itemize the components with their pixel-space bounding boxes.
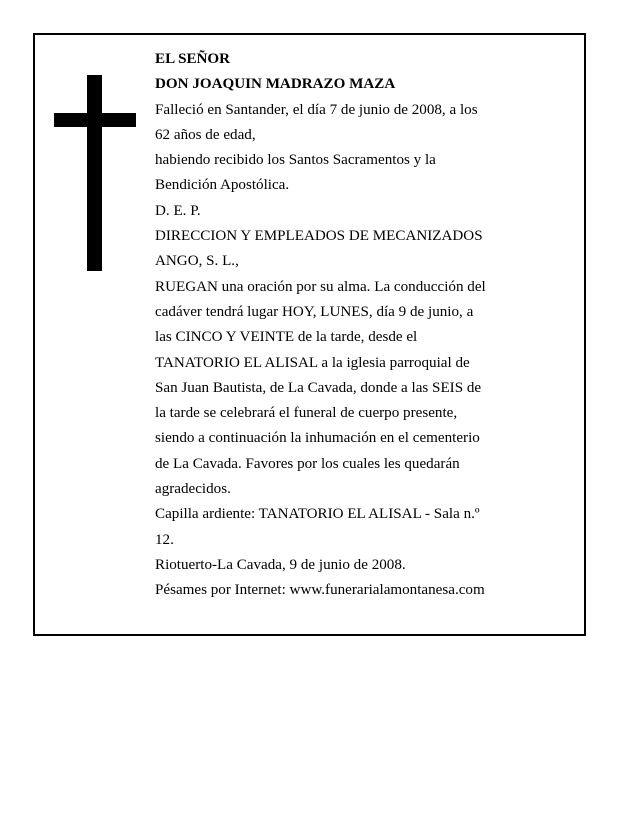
obituary-line: 62 años de edad, [155,126,256,143]
obituary-text-block [155,47,579,604]
obituary-line: Falleció en Santander, el día 7 de junio de 2008, a los [155,101,478,118]
obituary-line: de La Cavada. Favores por los cuales les quedarán [155,455,460,472]
obituary-line: San Juan Bautista, de La Cavada, donde a las SEIS de [155,379,482,396]
obituary-line: EL SEÑOR [155,51,231,67]
obituary-line: Pésames por Internet: www.funerarialamontanesa.com [155,582,485,599]
obituary-line: las CINCO Y VEINTE de la tarde, desde el [155,329,418,346]
obituary-line: 12. [155,531,174,548]
obituary-line: Riotuerto-La Cavada, 9 de junio de 2008. [155,556,406,573]
obituary-line: DON JOAQUIN MADRAZO MAZA [155,76,396,93]
obituary-line: D. E. P. [155,202,201,219]
obituary-line: TANATORIO EL ALISAL a la iglesia parroquial de [155,354,470,371]
obituary-line: Capilla ardiente: TANATORIO EL ALISAL - Sala n.º [155,506,480,523]
obituary-line: la tarde se celebrará el funeral de cuerpo presente, [155,405,458,422]
obituary-notice-frame [33,33,586,636]
obituary-line: siendo a continuación la inhumación en el cementerio [155,430,480,447]
obituary-line: habiendo recibido los Santos Sacramentos y la [155,152,436,169]
cross-horizontal-bar [54,113,136,127]
obituary-line: agradecidos. [155,481,231,498]
cross-vertical-bar [87,75,102,271]
obituary-line: RUEGAN una oración por su alma. La conducción del [155,278,486,295]
obituary-line: DIRECCION Y EMPLEADOS DE MECANIZADOS [155,228,483,245]
obituary-line: ANGO, S. L., [155,253,239,270]
obituary-line: cadáver tendrá lugar HOY, LUNES, día 9 de junio, a [155,303,474,320]
latin-cross-icon [54,75,136,271]
obituary-line: Bendición Apostólica. [155,177,290,194]
